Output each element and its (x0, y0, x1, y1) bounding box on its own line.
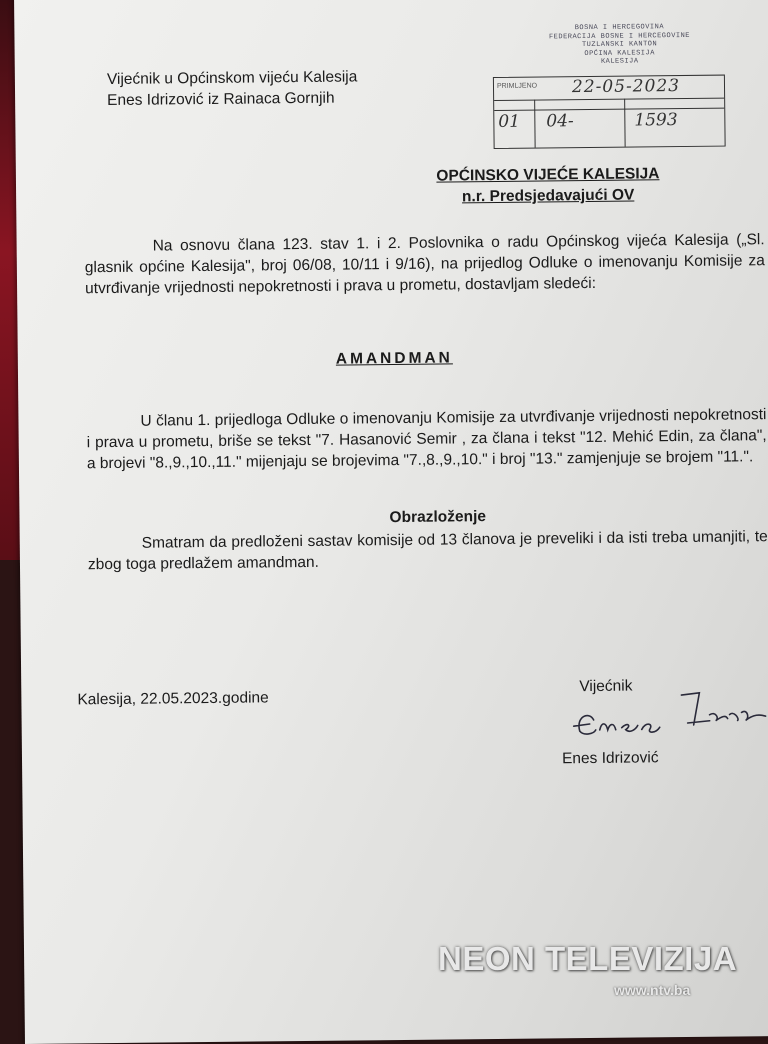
sender-block (107, 66, 358, 111)
sender-line-2: Enes Idrizović iz Rainaca Gornjih (107, 89, 335, 110)
explanation-title: Obrazloženje (389, 508, 487, 527)
explanation-paragraph: Smatram da predloženi sastav komisije od 13 članova je preveliki i da isti treba umanjiti, te zbog toga predlažem amandman. (87, 528, 768, 574)
intro-paragraph: Na osnovu člana 123. stav 1. i 2. Poslovnika o radu Općinskog vijeća Kalesija („Sl. glasnik općine Kalesija", broj 06/08, 10/11 i 9/16), na prijedlog Odluke o imenovanju Komisije za utvrđivanje vrijednosti nepokretnosti i prava u prometu, dostavljam sledeći: (84, 231, 765, 298)
stamp-header-line: OPĆINA KALESIJA (584, 48, 655, 58)
stamp-cell-number: 1593 (634, 110, 678, 131)
stamp-table (493, 75, 726, 149)
document-page (14, 0, 768, 1044)
watermark-url: www.ntv.ba (614, 982, 691, 998)
sender-line-1: Vijećnik u Općinskom vijeću Kalesija (106, 68, 358, 89)
stamp-row-headers (494, 98, 724, 111)
document-title: AMANDMAN (335, 349, 453, 368)
watermark-brand: NEON TELEVIZIJA (438, 940, 738, 977)
stamp-cell-org: 01 (498, 111, 521, 132)
stamp-header-line: KALESIJA (600, 57, 639, 66)
amendment-paragraph: U članu 1. prijedloga Odluke o imenovanju Komisije za utvrđivanje vrijednosti nepokretnosti i prava u prometu, briše se tekst "7. Hasanović Semir , za člana i tekst "12. Mehić Edin, za člana", a brojevi "8.,9.,10.,11." mijenjaju se brojevima "7.,8.,9.,10." i broj "13." zamjenjuje se brojem "11.". (86, 406, 767, 473)
stamp-header-line: BOSNA I HERCEGOVINA (574, 23, 665, 33)
handwritten-signature (569, 684, 768, 746)
stamp-received-label: PRIMLJENO (496, 82, 538, 90)
registry-stamp (484, 23, 725, 148)
stamp-date: 22-05-2023 (571, 76, 681, 98)
stamp-header-line: FEDERACIJA BOSNE I HERCEGOVINE (548, 31, 691, 41)
addressee-block (398, 163, 698, 208)
stamp-header (514, 23, 724, 68)
addressee-line-1: OPĆINSKO VIJEĆE KALESIJA (436, 165, 660, 185)
stamp-header-line: TUZLANSKI KANTON (581, 40, 658, 50)
signer-role: Vijećnik (579, 677, 633, 696)
signer-name: Enes Idrizović (561, 749, 659, 768)
stamp-cell-class: 04- (546, 111, 574, 132)
addressee-line-2: n.r. Predsjedavajući OV (461, 186, 635, 206)
place-and-date: Kalesija, 22.05.2023.godine (77, 689, 269, 709)
